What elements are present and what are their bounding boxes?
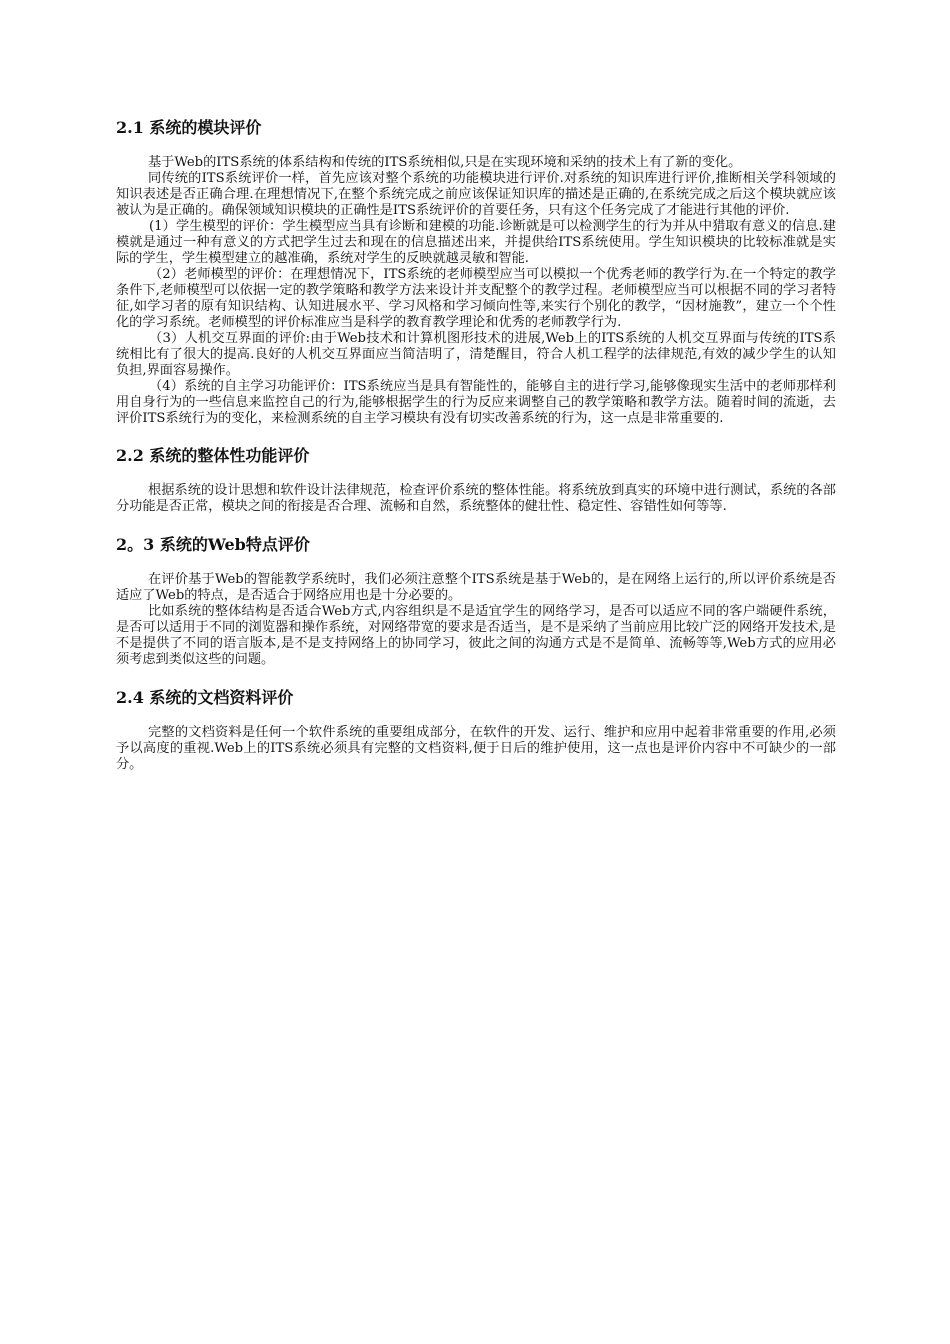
paragraph: 根据系统的设计思想和软件设计法律规范，检查评价系统的整体性能。将系统放到真实的环境中进行测试，系统的各部分功能是否正常，模块之间的衔接是否合理、流畅和自然，系统整体的健壮性、稳定性、容错性如何等等. [116, 483, 836, 514]
paragraph-item-3: （3）人机交互界面的评价:由于Web技术和计算机图形技术的进展,Web上的ITS系统的人机交互界面与传统的ITS系统相比有了很大的提高.良好的人机交互界面应当简洁明了，清楚醒目，符合人机工程学的法律规范,有效的减少学生的认知负担,界面容易操作。 [116, 331, 836, 378]
paragraph-item-1: (1）学生模型的评价：学生模型应当具有诊断和建模的功能.诊断就是可以检测学生的行为并从中猎取有意义的信息.建模就是通过一种有意义的方式把学生过去和现在的信息描述出来，并提供给ITS系统使用。学生知识模块的比较标准就是实际的学生，学生模型建立的越准确，系统对学生的反映就越灵敏和智能. [116, 219, 836, 266]
paragraph: 同传统的ITS系统评价一样，首先应该对整个系统的功能模块进行评价.对系统的知识库进行评价,推断相关学科领域的知识表述是否正确合理.在理想情况下,在整个系统完成之前应该保证知识库的描述是正确的,在系统完成之后这个模块就应该被认为是正确的。确保领域知识模块的正确性是ITS系统评价的首要任务，只有这个任务完成了才能进行其他的评价. [116, 171, 836, 218]
section-heading: 2.1 系统的模块评价 [116, 118, 262, 137]
section-heading: 2.4 系统的文档资料评价 [116, 688, 294, 707]
paragraph-item-4: （4）系统的自主学习功能评价：ITS系统应当是具有智能性的，能够自主的进行学习,能够像现实生活中的老师那样利用自身行为的一些信息来监控自己的行为,能够根据学生的行为反应来调整自己的教学策略和教学方法。随着时间的流逝，去评价ITS系统行为的变化，来检测系统的自主学习模块有没有切实改善系统的行为，这一点是非常重要的. [116, 379, 836, 426]
paragraph: 基于Web的ITS系统的体系结构和传统的ITS系统相似,只是在实现环境和采纳的技术上有了新的变化。 [148, 155, 742, 170]
paragraph: 比如系统的整体结构是否适合Web方式,内容组织是不是适宜学生的网络学习，是否可以适应不同的客户端硬件系统，是否可以适用于不同的浏览器和操作系统，对网络带宽的要求是否适当，是不是采纳了当前应用比较广泛的网络开发技术,是不是提供了不同的语言版本,是不是支持网络上的协同学习，彼此之间的沟通方式是不是简单、流畅等等,Web方式的应用必须考虑到类似这些的问题。 [116, 604, 836, 667]
section-2-1 [116, 118, 836, 427]
paragraph: 完整的文档资料是任何一个软件系统的重要组成部分，在软件的开发、运行、维护和应用中起着非常重要的作用,必须予以高度的重视.Web上的ITS系统必须具有完整的文档资料,便于日后的维护使用，这一点也是评价内容中不可缺少的一部分。 [116, 725, 836, 772]
section-2-4 [116, 688, 836, 773]
section-heading: 2。3 系统的Web特点评价 [116, 535, 310, 554]
section-heading: 2.2 系统的整体性功能评价 [116, 446, 310, 465]
paragraph: 在评价基于Web的智能教学系统时，我们必须注意整个ITS系统是基于Web的，是在网络上运行的,所以评价系统是否适应了Web的特点，是否适合于网络应用也是十分必要的。 [116, 572, 836, 603]
section-2-3 [116, 535, 836, 668]
paragraph-item-2: （2）老师模型的评价：在理想情况下，ITS系统的老师模型应当可以模拟一个优秀老师的教学行为.在一个特定的教学条件下,老师模型可以依据一定的教学策略和教学方法来设计并支配整个的教学过程。老师模型应当可以根据不同的学习者特征,如学习者的原有知识结构、认知进展水平、学习风格和学习倾向性等,来实行个别化的教学，“因材施教”，建立一个个性化的学习系统。老师模型的评价标准应当是科学的教育教学理论和优秀的老师教学行为. [116, 267, 836, 330]
section-2-2 [116, 446, 836, 515]
